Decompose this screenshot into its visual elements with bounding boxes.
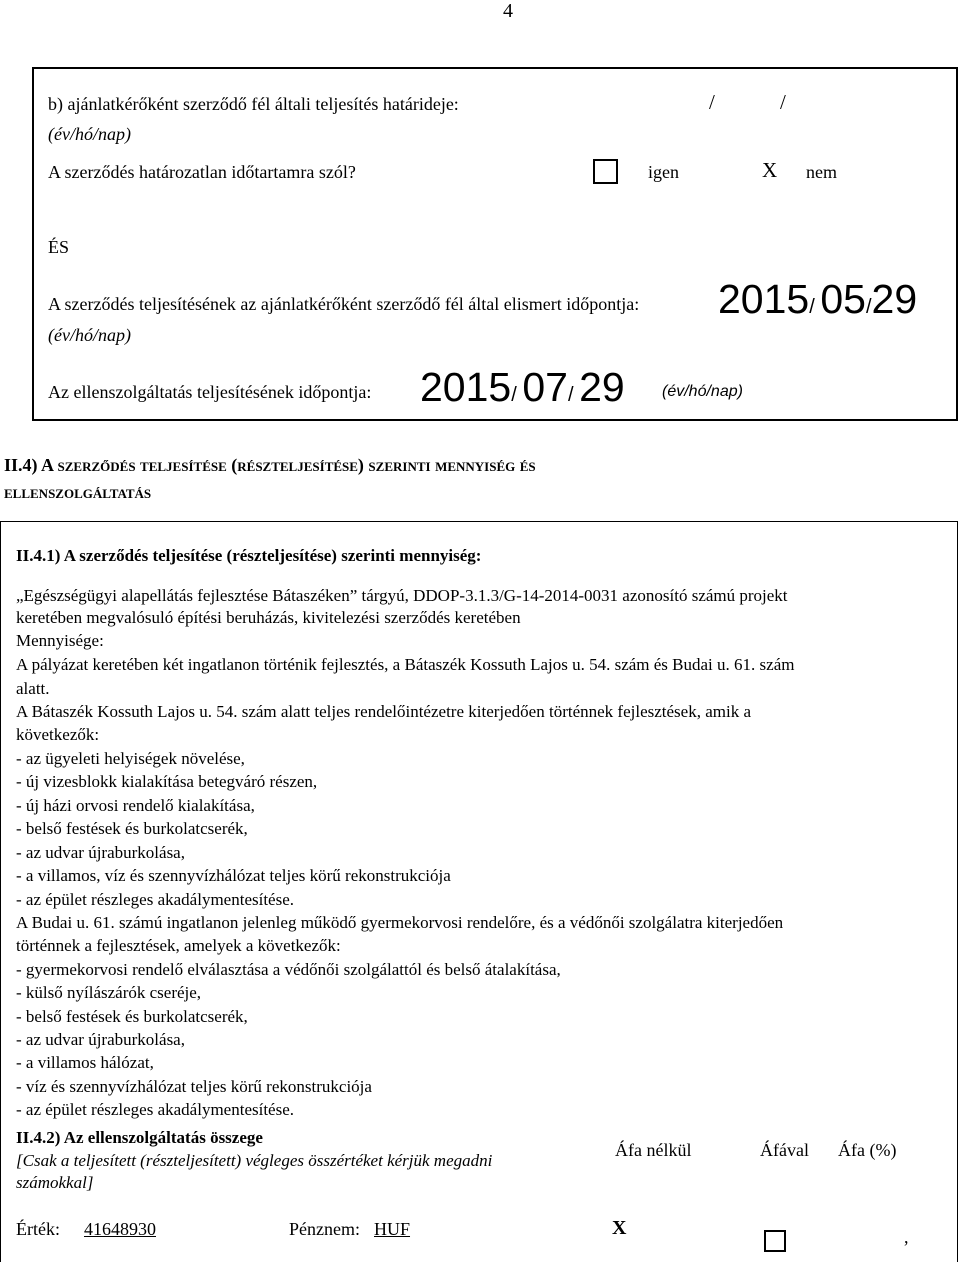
amount-note-line2: számokkal] — [16, 1173, 94, 1192]
no-label: nem — [806, 162, 837, 182]
list-item: - a villamos hálózat, — [16, 1053, 154, 1072]
gross-checkbox[interactable] — [764, 1230, 786, 1252]
subsection-2-title: II.4.2) Az ellenszolgáltatás összege — [16, 1128, 263, 1147]
list-item: - az épület részleges akadálymentesítése. — [16, 890, 295, 909]
accepted-date-format: (év/hó/nap) — [48, 325, 131, 345]
list-item: - új vizesblokk kialakítása betegváró részen, — [16, 772, 318, 791]
net-mark: X — [612, 1217, 627, 1239]
text-line: történnek a fejlesztések, amelyek a következők: — [16, 936, 341, 955]
vat-comma: , — [904, 1227, 909, 1247]
list-item: - az ügyeleti helyiségek növelése, — [16, 749, 245, 768]
page-number: 4 — [503, 0, 513, 22]
list-item: - külső nyílászárók cseréje, — [16, 983, 202, 1002]
accepted-day: 29 — [871, 276, 918, 322]
accepted-month: 05 — [820, 276, 866, 322]
text-line: Mennyisége: — [16, 631, 104, 650]
yes-checkbox[interactable] — [593, 159, 618, 184]
deadline-label: b) ajánlatkérőként szerződő fél általi teljesítés határideje: — [48, 94, 459, 114]
subsection-1-title: II.4.1) A szerződés teljesítése (részteljesítése) szerinti mennyiség: — [16, 546, 482, 565]
accepted-date-label: A szerződés teljesítésének az ajánlatkérőként szerződő fél által elismert időpontja: — [48, 294, 640, 314]
list-item: - új házi orvosi rendelő kialakítása, — [16, 796, 255, 815]
text-line: „Egészségügyi alapellátás fejlesztése Bátaszéken” tárgyú, DDOP-3.1.3/G-14-2014-0031 azonosító számú projekt — [16, 586, 788, 605]
list-item: - a villamos, víz és szennyvízhálózat teljes körű rekonstrukciója — [16, 866, 451, 885]
yes-label: igen — [648, 162, 679, 182]
currency-field: HUF — [374, 1219, 411, 1239]
indefinite-question: A szerződés határozatlan időtartamra szól? — [48, 162, 356, 182]
value-field: 41648930 — [84, 1219, 156, 1239]
counter-date-label: Az ellenszolgáltatás teljesítésének időpontja: — [48, 382, 372, 402]
counter-year: 2015 — [420, 364, 512, 410]
text-line: keretében megvalósuló építési beruházás, kivitelezési szerződés keretében — [16, 608, 521, 627]
col-gross: Áfával — [760, 1140, 809, 1160]
no-mark: X — [762, 158, 778, 182]
currency-label: Pénznem: — [289, 1219, 360, 1239]
list-item: - gyermekorvosi rendelő elválasztása a védőnői szolgálattól és belső átalakítása, — [16, 960, 561, 979]
list-item: - az épület részleges akadálymentesítése. — [16, 1100, 295, 1119]
list-item: - belső festések és burkolatcserék, — [16, 1007, 248, 1026]
date-slash: / — [709, 90, 715, 114]
counter-date-format: (év/hó/nap) — [662, 383, 743, 400]
text-line: A Bátaszék Kossuth Lajos u. 54. szám alatt teljes rendelőintézetre kiterjedően történnek fejlesztések, amik a — [16, 702, 751, 721]
date-format-hint: (év/hó/nap) — [48, 124, 131, 144]
value-label: Érték: — [16, 1219, 60, 1239]
date-slash: / — [780, 90, 786, 114]
section-heading-line1: II.4) A szerződés teljesítése (részteljesítése) szerinti mennyiség és — [4, 455, 536, 475]
list-item: - az udvar újraburkolása, — [16, 1030, 185, 1049]
col-vat: Áfa (%) — [838, 1140, 897, 1160]
text-line: következők: — [16, 725, 100, 744]
accepted-date: 2015/ 05/29 — [718, 276, 918, 322]
list-item: - víz és szennyvízhálózat teljes körű rekonstrukciója — [16, 1077, 372, 1096]
list-item: - belső festések és burkolatcserék, — [16, 819, 248, 838]
section-heading-line2: ellenszolgáltatás — [4, 482, 152, 502]
text-line: A Budai u. 61. számú ingatlanon jelenleg működő gyermekorvosi rendelőre, és a védőnői szolgálatra kiterjedően — [16, 913, 784, 932]
accepted-year: 2015 — [718, 276, 810, 322]
counter-date: 2015/ 07/ 29 — [420, 364, 625, 410]
counter-day: 29 — [579, 364, 625, 410]
amount-note-line1: [Csak a teljesített (részteljesített) végleges összértéket kérjük megadni — [16, 1151, 493, 1170]
col-net: Áfa nélkül — [615, 1140, 692, 1160]
and-label: ÉS — [48, 237, 70, 257]
text-line: alatt. — [16, 679, 50, 698]
counter-month: 07 — [522, 364, 568, 410]
text-line: A pályázat keretében két ingatlanon történik fejlesztés, a Bátaszék Kossuth Lajos u. 54. szám és Budai u. 61. szám — [16, 655, 795, 674]
list-item: - az udvar újraburkolása, — [16, 843, 185, 862]
